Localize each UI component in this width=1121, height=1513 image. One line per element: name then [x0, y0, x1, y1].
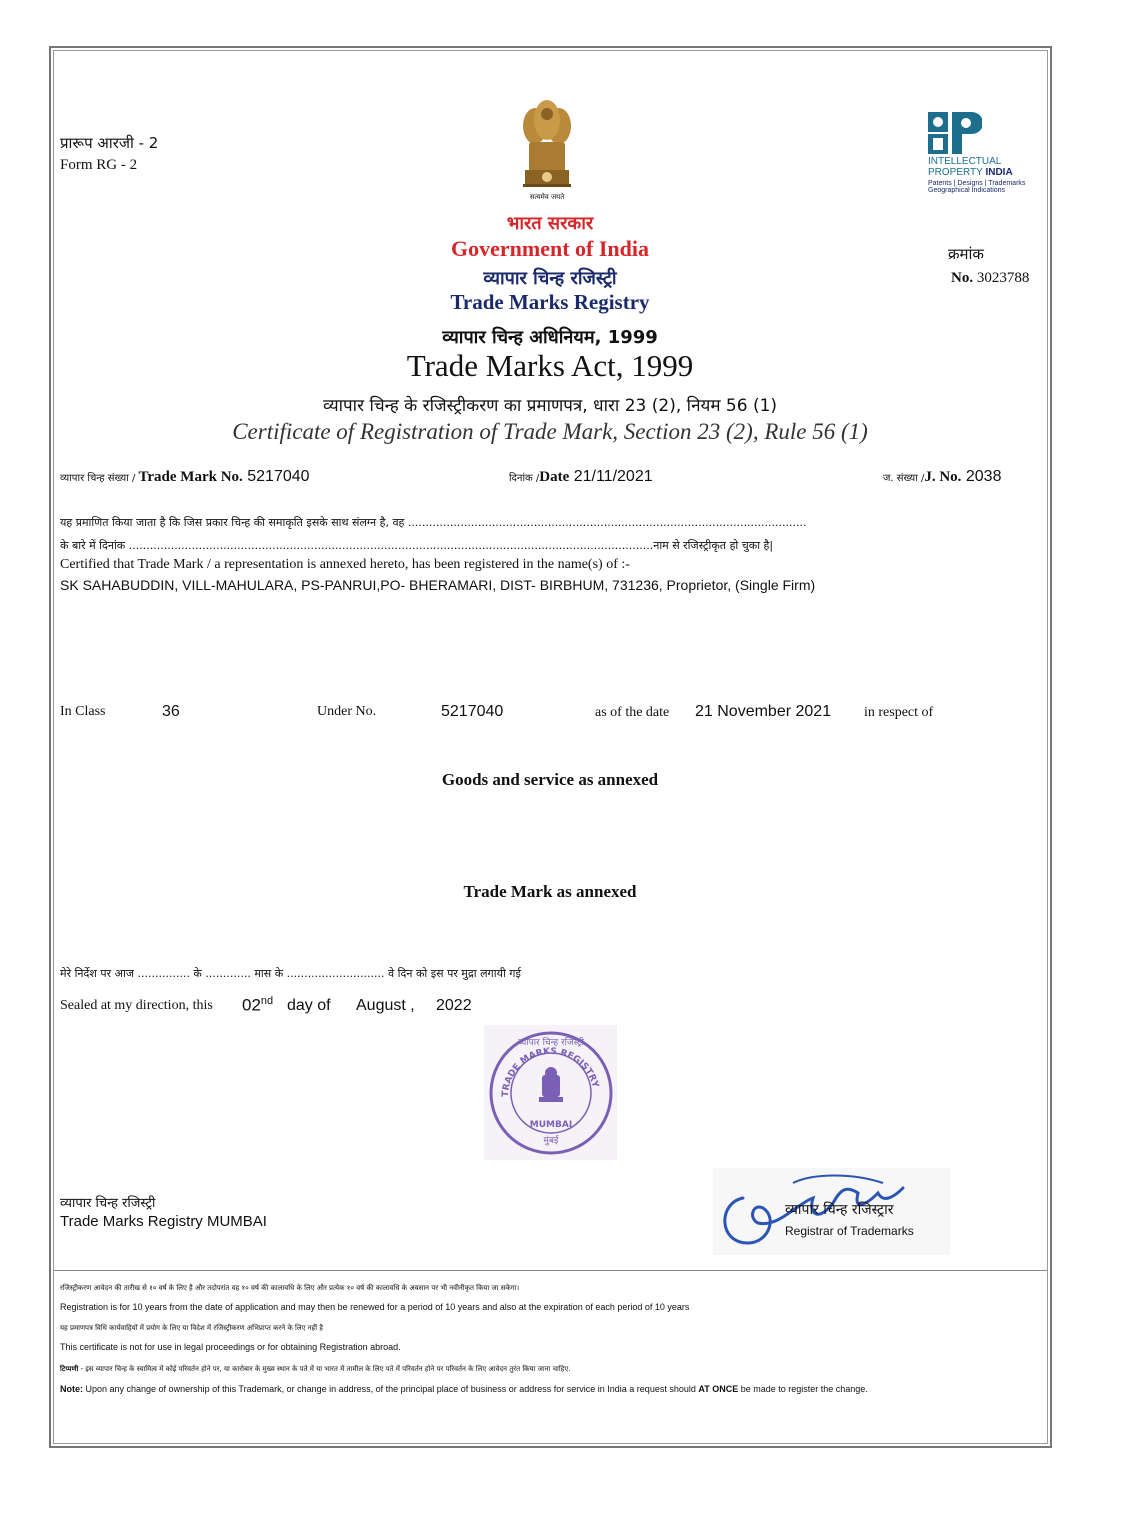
seal-city: MUMBAI — [529, 1120, 573, 1130]
note-3-text-b: be made to register the change. — [738, 1384, 868, 1394]
emblem-motto: सत्यमेव जयते — [529, 193, 565, 201]
sealed-year: 2022 — [436, 997, 472, 1014]
serial-value: 3023788 — [973, 270, 1030, 286]
seal-top-text: व्यापार चिन्ह रजिस्ट्री — [517, 1038, 585, 1048]
date-label: Date — [539, 469, 570, 485]
ip-logo-line3: Patents | Designs | Trademarks — [928, 180, 1026, 187]
note-3-hindi — [60, 1365, 570, 1374]
ip-logo-line2 — [928, 167, 1013, 178]
form-number-hindi: प्रारूप आरजी - 2 — [60, 134, 159, 152]
serial-number — [951, 270, 1029, 287]
note-3-text-a: Upon any change of ownership of this Trademark, or change in address, of the principal place of business or address for service in India a request should — [83, 1384, 699, 1394]
national-emblem — [515, 98, 579, 202]
under-no-label: Under No. — [317, 704, 377, 719]
act-title: Trade Marks Act, 1999 — [406, 348, 694, 383]
trade-mark-number — [60, 468, 310, 486]
class-value: 36 — [162, 703, 180, 720]
note-3-emphasis: AT ONCE — [698, 1384, 739, 1394]
in-respect-of-label: in respect of — [864, 705, 934, 720]
tm-label: Trade Mark No. — [138, 469, 243, 485]
sealed-hindi: मेरे निर्देश पर आज ............... के ............. मास के ............................ वे दिन को इस पर मुद्रा लगायी गई — [60, 967, 521, 980]
date-value: 21/11/2021 — [569, 468, 653, 485]
registry-title: Trade Marks Registry — [450, 290, 650, 314]
certificate-date — [509, 468, 653, 486]
tm-label-hindi: व्यापार चिन्ह संख्या / — [60, 473, 139, 484]
registrar-signature — [713, 1168, 950, 1255]
note-3-label: Note: — [60, 1384, 83, 1394]
seal-icon — [484, 1025, 617, 1160]
registry-footer: Trade Marks Registry MUMBAI — [60, 1213, 267, 1230]
j-value: 2038 — [961, 468, 1002, 485]
body-hindi-line1: यह प्रमाणित किया जाता है कि जिस प्रकार चिन्ह की समाकृति इसके साथ संलग्न है, वह .................................................................................................................. — [60, 516, 807, 529]
note-3-hindi-text: - इस व्यापार चिन्ह के स्वामित्व में कोई परिवर्तन होने पर, या कारोबार के मुख्य स्थान के पते में या भारत में तामील के लिए पते में परिवर्तन होने पर परिवर्तन के लिए आवेदन तुरंत किया जाना चाहिए. — [78, 1365, 571, 1373]
emblem-icon — [515, 98, 579, 202]
seal-arc-text: TRADE MARKS REGISTRY — [500, 1046, 600, 1098]
certified-statement: Certified that Trade Mark / a representation is annexed hereto, has been registered in the name(s) of :- — [60, 557, 630, 572]
registry-footer-hindi: व्यापार चिन्ह रजिस्ट्री — [60, 1196, 156, 1211]
j-label: J. No. — [924, 469, 962, 485]
notes-divider — [54, 1270, 1047, 1271]
sealed-label: Sealed at my direction, this — [60, 998, 213, 1013]
sealed-day — [242, 995, 273, 1016]
serial-label-hindi: क्रमांक — [948, 245, 984, 263]
gov-title: Government of India — [451, 236, 649, 261]
ip-logo-line1: INTELLECTUAL — [928, 156, 1002, 167]
sealed-day-suffix: nd — [260, 995, 274, 1007]
signature-title: Registrar of Trademarks — [785, 1224, 914, 1238]
registry-title-hindi: व्यापार चिन्ह रजिस्ट्री — [483, 268, 617, 289]
note-2-hindi: यह प्रमाणपत्र विधि कार्यवाहियों में प्रयोग के लिए या विदेश में रजिस्ट्रीकरण अभिप्राप्त करने के लिए नहीं है — [60, 1324, 324, 1332]
journal-number — [883, 468, 1001, 486]
signature-hindi: व्यापार चिन्ह रजिस्ट्रार — [785, 1202, 894, 1218]
owner-details: SK SAHABUDDIN, VILL-MAHULARA, PS-PANRUI,PO- BHERAMARI, DIST- BIRBHUM, 731236, Proprietor, (Single Firm) — [60, 577, 816, 593]
act-title-hindi: व्यापार चिन्ह अधिनियम, 1999 — [442, 327, 658, 348]
note-1-hindi: रजिस्ट्रीकरण आवेदन की तारीख से १० वर्ष के लिए है और तदोपरांत वह १० वर्ष की कालावधि के लिए और प्रत्येक १० वर्ष की कालावधि के अवसान पर भी नवीनीकृत किया जा सकेगा। — [60, 1284, 520, 1292]
gov-title-hindi: भारत सरकार — [506, 213, 594, 234]
note-2: This certificate is not for use in legal proceedings or for obtaining Registration abroad. — [60, 1342, 401, 1352]
j-label-hindi: ज. संख्या / — [883, 473, 925, 484]
date-label-hindi: दिनांक / — [509, 473, 540, 484]
seal-city-hindi: मुंबई — [543, 1136, 559, 1146]
in-class-label: In Class — [60, 704, 106, 719]
as-of-date-label: as of the date — [595, 705, 670, 720]
body-hindi-line2: के बारे में दिनांक ......................................................................................................................................................नाम से रजिस्ट्रीकृत हो चुका है| — [60, 539, 774, 552]
sealed-day-of: day of — [287, 997, 331, 1014]
ip-logo-property: PROPERTY — [928, 167, 986, 178]
form-number: Form RG - 2 — [60, 157, 138, 173]
tm-value: 5217040 — [242, 468, 310, 485]
certificate-title: Certificate of Registration of Trade Mark, Section 23 (2), Rule 56 (1) — [232, 419, 868, 444]
trademark-annexed: Trade Mark as annexed — [463, 882, 637, 901]
certificate-title-hindi: व्यापार चिन्ह के रजिस्ट्रीकरण का प्रमाणपत्र, धारा 23 (2), नियम 56 (1) — [322, 396, 778, 416]
under-no-value: 5217040 — [441, 703, 504, 720]
note-1: Registration is for 10 years from the date of application and may then be renewed for a period of 10 years and also at the expiration of each period of 10 years — [60, 1302, 690, 1312]
sealed-day-value: 02 — [242, 995, 261, 1015]
note-3 — [60, 1384, 868, 1394]
ip-india-icon — [928, 112, 982, 156]
note-3-hindi-label: टिप्पणी — [60, 1365, 79, 1373]
registration-date: 21 November 2021 — [695, 703, 832, 720]
serial-label: No. — [951, 270, 974, 286]
registry-seal — [484, 1025, 617, 1160]
sealed-month: August , — [356, 997, 415, 1014]
ip-logo-india: INDIA — [985, 167, 1013, 178]
goods-annexed: Goods and service as annexed — [441, 770, 659, 789]
ip-logo-line4: Geographical Indications — [928, 187, 1006, 194]
ip-india-logo — [928, 112, 982, 156]
